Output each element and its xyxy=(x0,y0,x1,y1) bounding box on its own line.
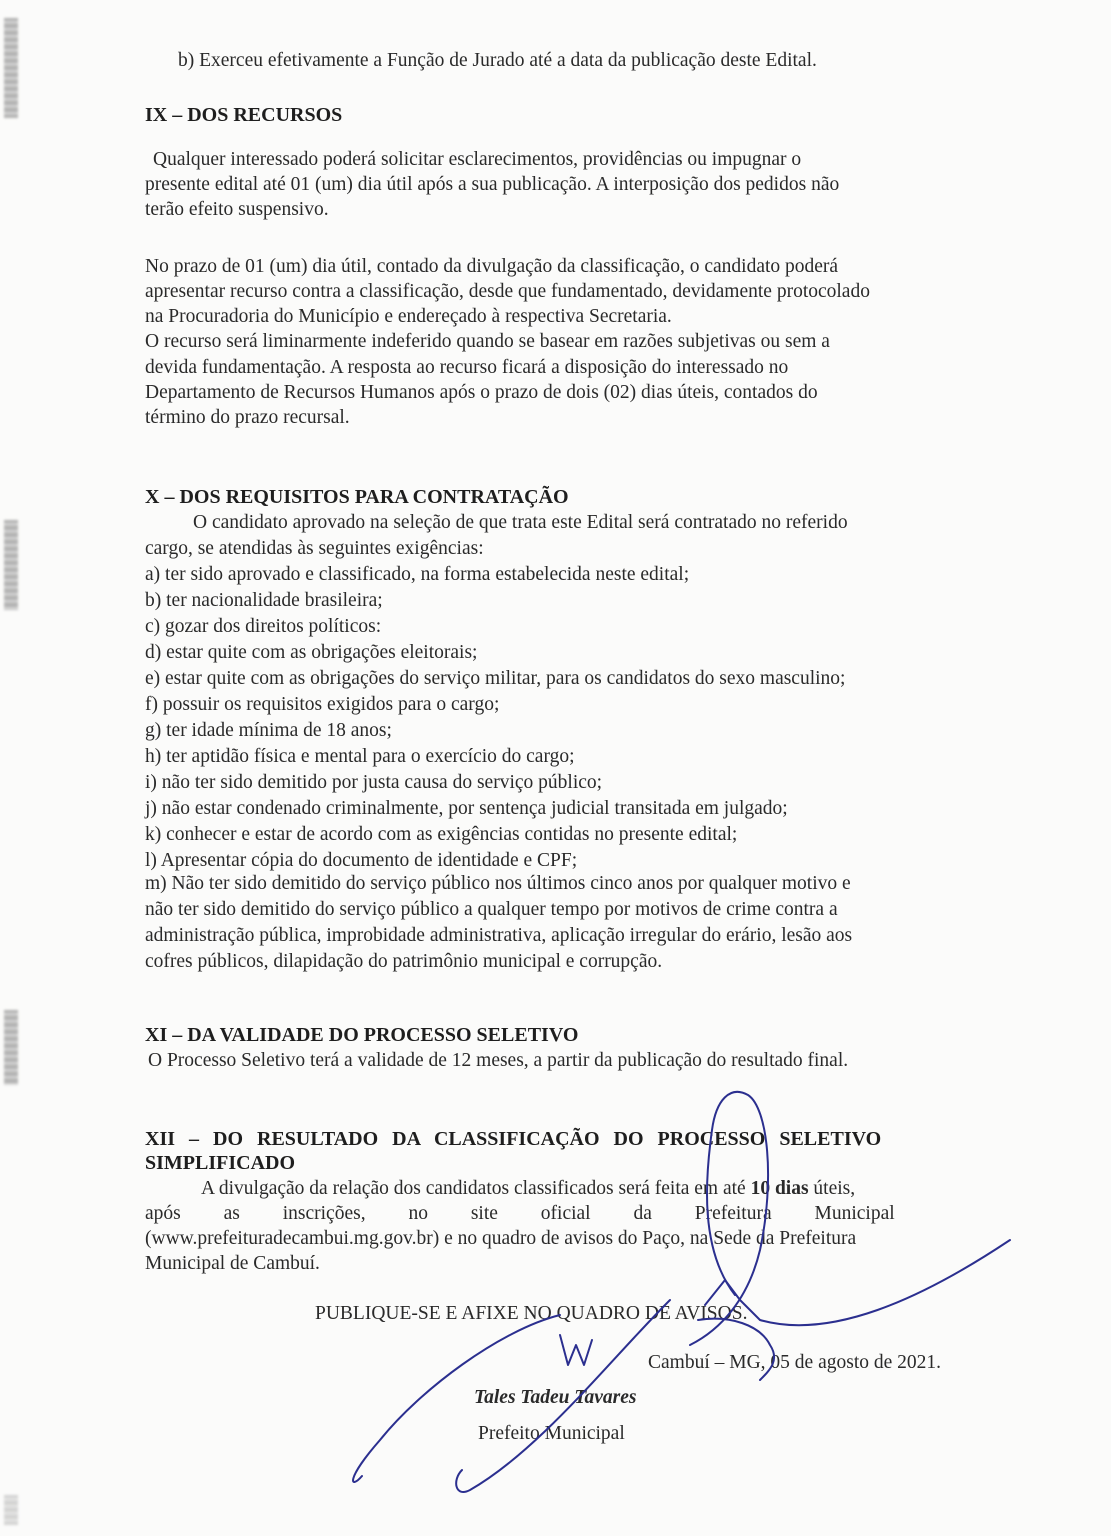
requirement-item: j) não estar condenado criminalmente, por sentença judicial transitada em julgado; xyxy=(145,798,788,819)
section-xii-text: A divulgação da relação dos candidatos classificados será feita em até xyxy=(201,1178,751,1199)
section-ix-p2-line: na Procuradoria do Município e endereçado à respectiva Secretaria. xyxy=(145,306,672,327)
intro-item-b: b) Exerceu efetivamente a Função de Jurado até a data da publicação deste Edital. xyxy=(178,50,817,71)
section-x-title: X – DOS REQUISITOS PARA CONTRATAÇÃO xyxy=(145,486,569,508)
requirement-item-m: m) Não ter sido demitido do serviço público nos últimos cinco anos por qualquer motivo e xyxy=(145,873,851,894)
place-date: Cambuí – MG, 05 de agosto de 2021. xyxy=(648,1352,942,1373)
section-xii-text-line: Municipal de Cambuí. xyxy=(145,1253,320,1274)
section-ix-p1-line: presente edital até 01 (um) dia útil após a sua publicação. A interposição dos pedidos não xyxy=(145,174,840,195)
section-ix-p2-line: término do prazo recursal. xyxy=(145,407,350,428)
requirement-item: i) não ter sido demitido por justa causa do serviço público; xyxy=(145,772,603,793)
requirement-item: c) gozar dos direitos políticos: xyxy=(145,616,382,637)
section-xi-text: O Processo Seletivo terá a validade de 12 meses, a partir da publicação do resultado final. xyxy=(148,1050,849,1071)
section-ix-p2-line: Departamento de Recursos Humanos após o prazo de dois (02) dias úteis, contados do xyxy=(145,382,818,403)
requirement-item: a) ter sido aprovado e classificado, na forma estabelecida neste edital; xyxy=(145,564,690,585)
publish-notice: PUBLIQUE-SE E AFIXE NO QUADRO DE AVISOS. xyxy=(315,1303,748,1324)
requirement-item: d) estar quite com as obrigações eleitorais; xyxy=(145,642,478,663)
section-ix-p1-line: terão efeito suspensivo. xyxy=(145,199,329,220)
section-xii-title: SIMPLIFICADO xyxy=(145,1152,296,1174)
requirement-item: k) conhecer e estar de acordo com as exigências contidas no presente edital; xyxy=(145,824,738,845)
section-xii-text-line: (www.prefeituradecambui.mg.gov.br) e no quadro de avisos do Paço, na Sede da Prefeitura xyxy=(145,1228,857,1249)
requirement-item: f) possuir os requisitos exigidos para o cargo; xyxy=(145,694,500,715)
section-xi-title: XI – DA VALIDADE DO PROCESSO SELETIVO xyxy=(145,1024,579,1046)
section-ix-title: IX – DOS RECURSOS xyxy=(145,104,343,126)
requirement-item: b) ter nacionalidade brasileira; xyxy=(145,590,383,611)
signer-name: Tales Tadeu Tavares xyxy=(474,1387,637,1408)
scan-edge-mark xyxy=(4,520,18,610)
section-ix-p2-line: No prazo de 01 (um) dia útil, contado da divulgação da classificação, o candidato poderá xyxy=(145,256,839,277)
scan-edge-mark xyxy=(4,1495,18,1525)
requirement-item: l) Apresentar cópia do documento de identidade e CPF; xyxy=(145,850,578,871)
section-ix-p2-line: O recurso será liminarmente indeferido quando se basear em razões subjetivas ou sem a xyxy=(145,331,830,352)
section-xii-text-line: após as inscrições, no site oficial da Prefeitura Municipal xyxy=(145,1203,895,1224)
signer-role: Prefeito Municipal xyxy=(478,1423,625,1444)
section-ix-p2-line: devida fundamentação. A resposta ao recurso ficará a disposição do interessado no xyxy=(145,357,789,378)
scan-edge-mark xyxy=(4,18,18,118)
section-xii-text: úteis, xyxy=(808,1178,856,1199)
section-xii-bold-days: 10 dias xyxy=(750,1178,809,1199)
requirement-item: h) ter aptidão física e mental para o exercício do cargo; xyxy=(145,746,575,767)
section-x-intro-line: cargo, se atendidas às seguintes exigências: xyxy=(145,538,484,559)
requirement-item: g) ter idade mínima de 18 anos; xyxy=(145,720,392,741)
section-ix-p2-line: apresentar recurso contra a classificação, desde que fundamentado, devidamente protocolado xyxy=(145,281,870,302)
requirement-item-m: não ter sido demitido do serviço público a qualquer tempo por motivos de crime contra a xyxy=(145,899,838,920)
section-x-intro-line: O candidato aprovado na seleção de que trata este Edital será contratado no referido xyxy=(193,512,848,533)
requirement-item-m: cofres públicos, dilapidação do patrimônio municipal e corrupção. xyxy=(145,951,663,972)
section-xii-title: XII – DO RESULTADO DA CLASSIFICAÇÃO DO PROCESSO SELETIVO xyxy=(145,1128,882,1150)
section-ix-p1-line: Qualquer interessado poderá solicitar esclarecimentos, providências ou impugnar o xyxy=(153,149,802,170)
requirement-item: e) estar quite com as obrigações do serviço militar, para os candidatos do sexo masculino; xyxy=(145,668,846,689)
scan-edge-mark xyxy=(4,1010,18,1085)
requirement-item-m: administração pública, improbidade administrativa, aplicação irregular do erário, lesão aos xyxy=(145,925,853,946)
section-xii-text-line xyxy=(201,1176,855,1202)
